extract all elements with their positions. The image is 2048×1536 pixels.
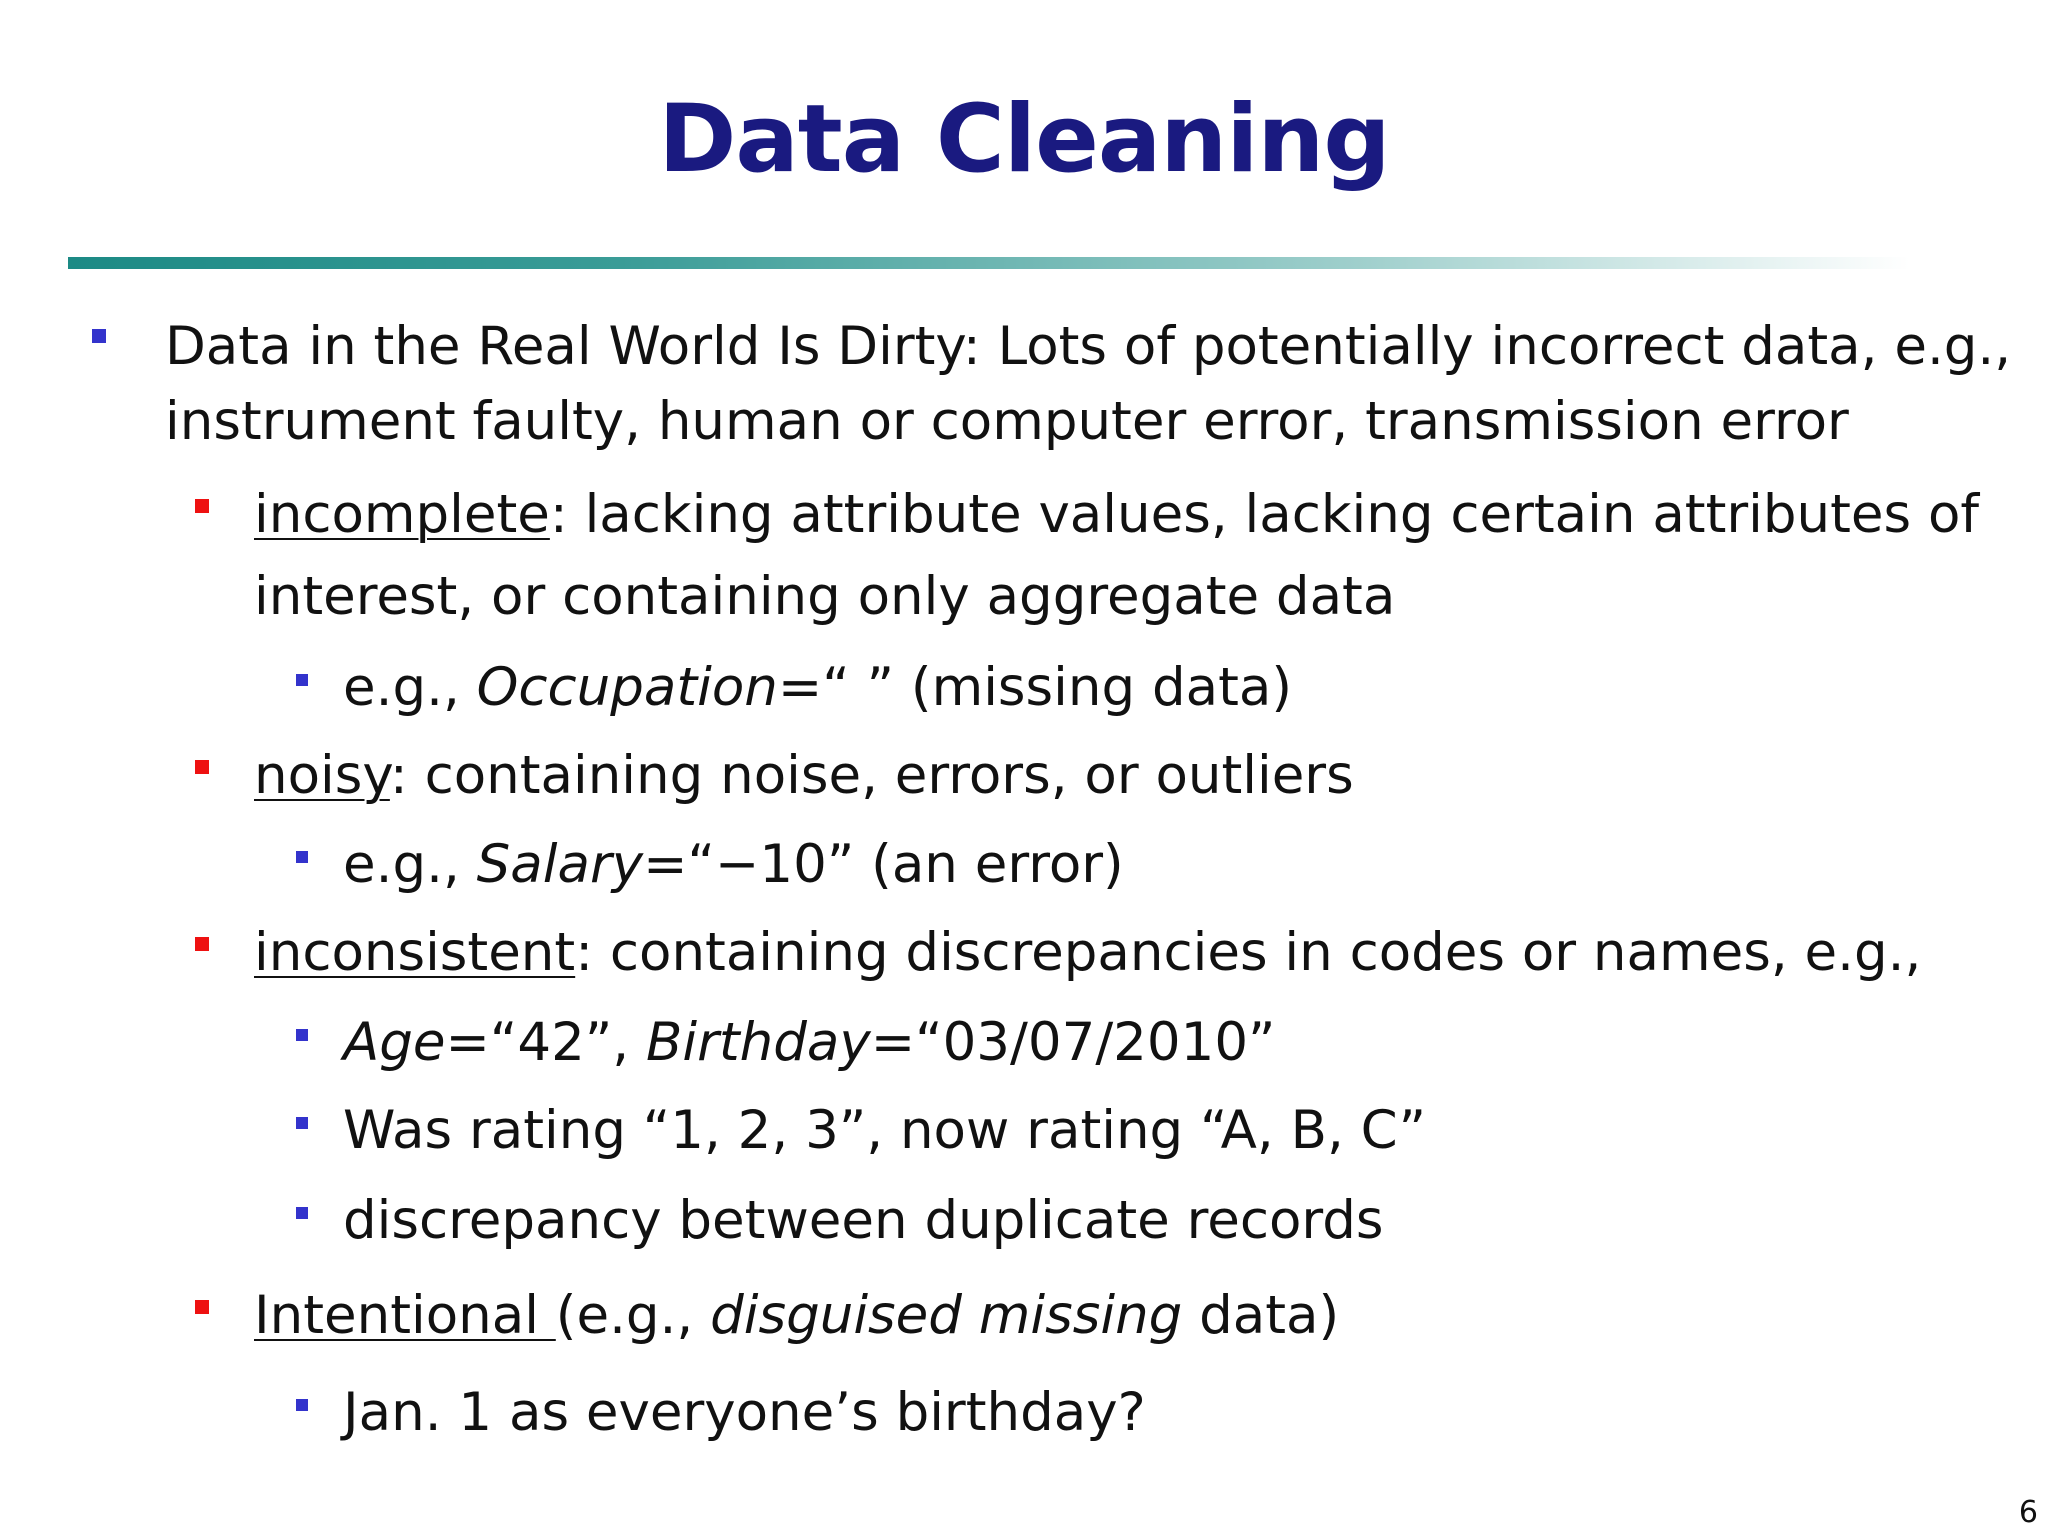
bullet-square-icon	[195, 937, 209, 951]
bullet-square-icon	[296, 1207, 308, 1219]
birthday-attribute: Birthday	[645, 1012, 871, 1073]
incomplete-description: : lacking attribute values, lacking certain attributes of	[549, 484, 1980, 545]
example-prefix: e.g.,	[343, 834, 477, 895]
main-line-1: Data in the Real World Is Dirty: Lots of potentially incorrect data, e.g.,	[165, 316, 2012, 377]
occupation-attribute: Occupation	[476, 657, 778, 718]
example-suffix: =“ ” (missing data)	[777, 657, 1293, 718]
example-prefix: e.g.,	[343, 657, 477, 718]
inconsistent-line	[254, 915, 1921, 990]
salary-attribute: Salary	[476, 834, 644, 895]
bullet-square-icon	[296, 674, 308, 686]
incomplete-line-2: interest, or containing only aggregate data	[254, 566, 1396, 627]
noisy-description: : containing noise, errors, or outliers	[389, 745, 1354, 806]
birthday-value: =“03/07/2010”	[870, 1012, 1276, 1073]
bullet-square-icon	[296, 851, 308, 863]
bullet-square-icon	[296, 1399, 308, 1411]
duplicates-text: discrepancy between duplicate records	[343, 1190, 1384, 1251]
intentional-open: (e.g.,	[555, 1285, 711, 1346]
incomplete-term: incomplete	[254, 484, 550, 545]
main-line-2: instrument faulty, human or computer error, transmission error	[165, 391, 1849, 452]
page-number: 6	[2018, 1495, 2038, 1530]
bullet-square-icon	[195, 1300, 209, 1314]
intentional-line	[254, 1278, 1339, 1353]
rating-text: Was rating “1, 2, 3”, now rating “A, B, C”	[343, 1100, 1427, 1161]
age-attribute: Age	[343, 1012, 446, 1073]
noisy-line	[254, 738, 1354, 813]
intentional-italic: disguised missing	[710, 1285, 1183, 1346]
inconsistent-term: inconsistent	[254, 922, 576, 983]
bullet-square-icon	[195, 760, 209, 774]
bullet-square-icon	[296, 1029, 308, 1041]
noisy-term: noisy	[254, 745, 390, 806]
intentional-term: Intentional	[254, 1285, 556, 1346]
bullet-square-icon	[296, 1117, 308, 1129]
salary-example-text	[343, 827, 1124, 902]
intentional-close: data)	[1182, 1285, 1340, 1346]
inconsistent-description: : containing discrepancies in codes or names, e.g.,	[575, 922, 1922, 983]
bullet-square-icon	[92, 329, 106, 343]
example-suffix: =“−10” (an error)	[643, 834, 1124, 895]
slide-title: Data Cleaning	[658, 85, 1390, 194]
age-value: =“42”,	[445, 1012, 646, 1073]
occupation-example-text	[343, 650, 1292, 725]
bullet-square-icon	[195, 499, 209, 513]
age-birthday-text	[343, 1005, 1276, 1080]
jan1-example-text: Jan. 1 as everyone’s birthday?	[343, 1382, 1146, 1443]
incomplete-line-1	[254, 477, 1979, 552]
